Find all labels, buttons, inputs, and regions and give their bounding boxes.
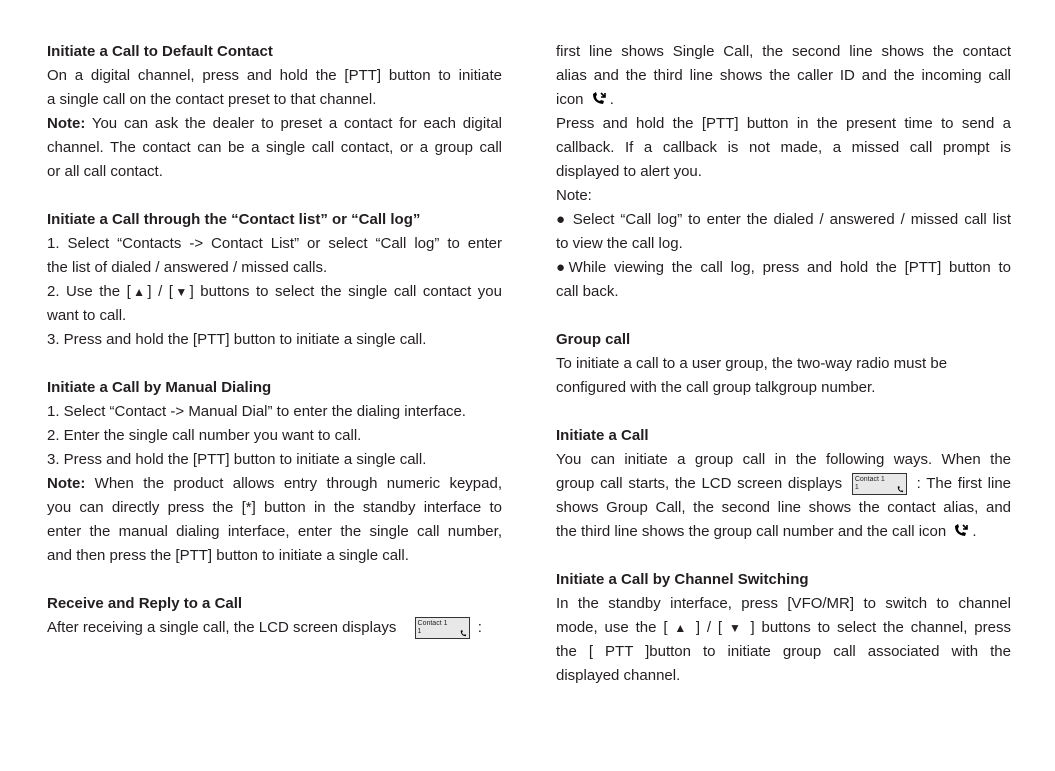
text-line: callback. If a callback is not made, a missed call prompt is	[556, 139, 1011, 156]
text-span: 2. Use the [	[47, 283, 131, 300]
text-span: .	[609, 91, 614, 108]
heading-initiate-call: Initiate a Call	[556, 427, 649, 444]
text-line: channel. The contact can be a single call contact, or a group call	[47, 139, 502, 156]
text-span: ] buttons to select the channel, press	[750, 619, 1011, 636]
text-line: enter the manual dialing interface, enter the single call number,	[47, 523, 502, 540]
text-span: :	[477, 619, 482, 636]
text-line: In the standby interface, press [VFO/MR] to switch to channel	[556, 595, 1011, 612]
heading-receive-reply: Receive and Reply to a Call	[47, 595, 243, 612]
text-line: displayed channel.	[556, 667, 681, 684]
text-line	[47, 280, 502, 304]
note-label: Note:	[47, 115, 86, 132]
lcd-line2: 1	[417, 628, 422, 636]
note-label: Note:	[47, 475, 86, 492]
text-span: ] / [	[695, 619, 723, 636]
down-triangle-icon: ▼	[728, 621, 744, 635]
incoming-call-icon	[897, 486, 904, 493]
text-span: You can ask the dealer to preset a contact for each digital	[85, 115, 502, 132]
text-line: configured with the call group talkgroup number.	[556, 379, 876, 396]
text-line	[47, 616, 502, 640]
text-line: or all call contact.	[47, 163, 163, 180]
note-line	[47, 112, 502, 136]
down-triangle-icon: ▼	[172, 285, 190, 299]
text-line: On a digital channel, press and hold the [PTT] button to initiate	[47, 67, 502, 84]
heading-group-call: Group call	[556, 331, 631, 348]
lcd-line2: 1	[854, 484, 859, 492]
note-line	[47, 472, 502, 496]
text-span: ] / [	[147, 283, 173, 300]
lcd-line1: Contact 1	[854, 476, 885, 484]
text-span: : The first line	[916, 475, 1012, 492]
lcd-display-image	[415, 617, 470, 639]
text-line: the [ PTT ]button to initiate group call associated with the	[556, 643, 1011, 660]
text-line: to view the call log.	[556, 235, 683, 252]
text-line: You can initiate a group call in the following ways. When the	[556, 451, 1011, 468]
text-line: you can directly press the [*] button in the standby interface to	[47, 499, 502, 516]
text-line	[556, 88, 1011, 112]
text-line: alias and the third line shows the caller ID and the incoming call	[556, 67, 1011, 84]
text-span: When the product allows entry through numeric keypad,	[85, 475, 502, 492]
text-line: shows Group Call, the second line shows the contact alias, and	[556, 499, 1011, 516]
text-span: the third line shows the group call number and the call icon	[556, 523, 947, 540]
up-triangle-icon: ▲	[130, 285, 148, 299]
text-line: To initiate a call to a user group, the two-way radio must be	[556, 355, 948, 372]
text-line: want to call.	[47, 307, 127, 324]
bullet-line: ● Select “Call log” to enter the dialed / answered / missed call list	[556, 211, 1011, 228]
text-span: ] buttons to select the single call contact you	[189, 283, 502, 300]
text-line	[556, 472, 1011, 496]
text-line: 1. Select “Contacts -> Contact List” or select “Call log” to enter	[47, 235, 502, 252]
heading-contact-list: Initiate a Call through the “Contact list” or “Call log”	[47, 211, 421, 228]
text-line: first line shows Single Call, the second line shows the contact	[556, 43, 1011, 60]
bullet-line: ●While viewing the call log, press and hold the [PTT] button to	[556, 259, 1011, 276]
text-line: displayed to alert you.	[556, 163, 702, 180]
lcd-line1: Contact 1	[417, 620, 448, 628]
heading-manual-dialing: Initiate a Call by Manual Dialing	[47, 379, 272, 396]
text-line: a single call on the contact preset to that channel.	[47, 91, 377, 108]
incoming-call-icon	[953, 524, 969, 538]
text-line	[556, 616, 1011, 640]
text-line: and then press the [PTT] button to initiate a single call.	[47, 547, 409, 564]
text-line: 3. Press and hold the [PTT] button to initiate a single call.	[47, 331, 427, 348]
text-line: 2. Enter the single call number you want to call.	[47, 427, 362, 444]
heading-channel-switching: Initiate a Call by Channel Switching	[556, 571, 809, 588]
text-line: the list of dialed / answered / missed calls.	[47, 259, 328, 276]
text-span: group call starts, the LCD screen displays	[556, 475, 843, 492]
lcd-display-image	[852, 473, 907, 495]
incoming-call-icon	[591, 92, 607, 106]
text-span: mode, use the [	[556, 619, 668, 636]
text-line: 3. Press and hold the [PTT] button to initiate a single call.	[47, 451, 427, 468]
text-line: 1. Select “Contact -> Manual Dial” to enter the dialing interface.	[47, 403, 466, 420]
text-line: call back.	[556, 283, 619, 300]
note-label: Note:	[556, 187, 592, 204]
incoming-call-icon	[460, 630, 467, 637]
text-line: Press and hold the [PTT] button in the present time to send a	[556, 115, 1011, 132]
heading-default-contact: Initiate a Call to Default Contact	[47, 43, 273, 60]
right-column	[556, 40, 1011, 688]
up-triangle-icon: ▲	[674, 621, 689, 635]
text-span: .	[972, 523, 977, 540]
text-line	[556, 520, 1011, 544]
text-span: After receiving a single call, the LCD screen displays	[47, 619, 397, 636]
left-column	[47, 40, 502, 640]
text-span: icon	[556, 91, 584, 108]
